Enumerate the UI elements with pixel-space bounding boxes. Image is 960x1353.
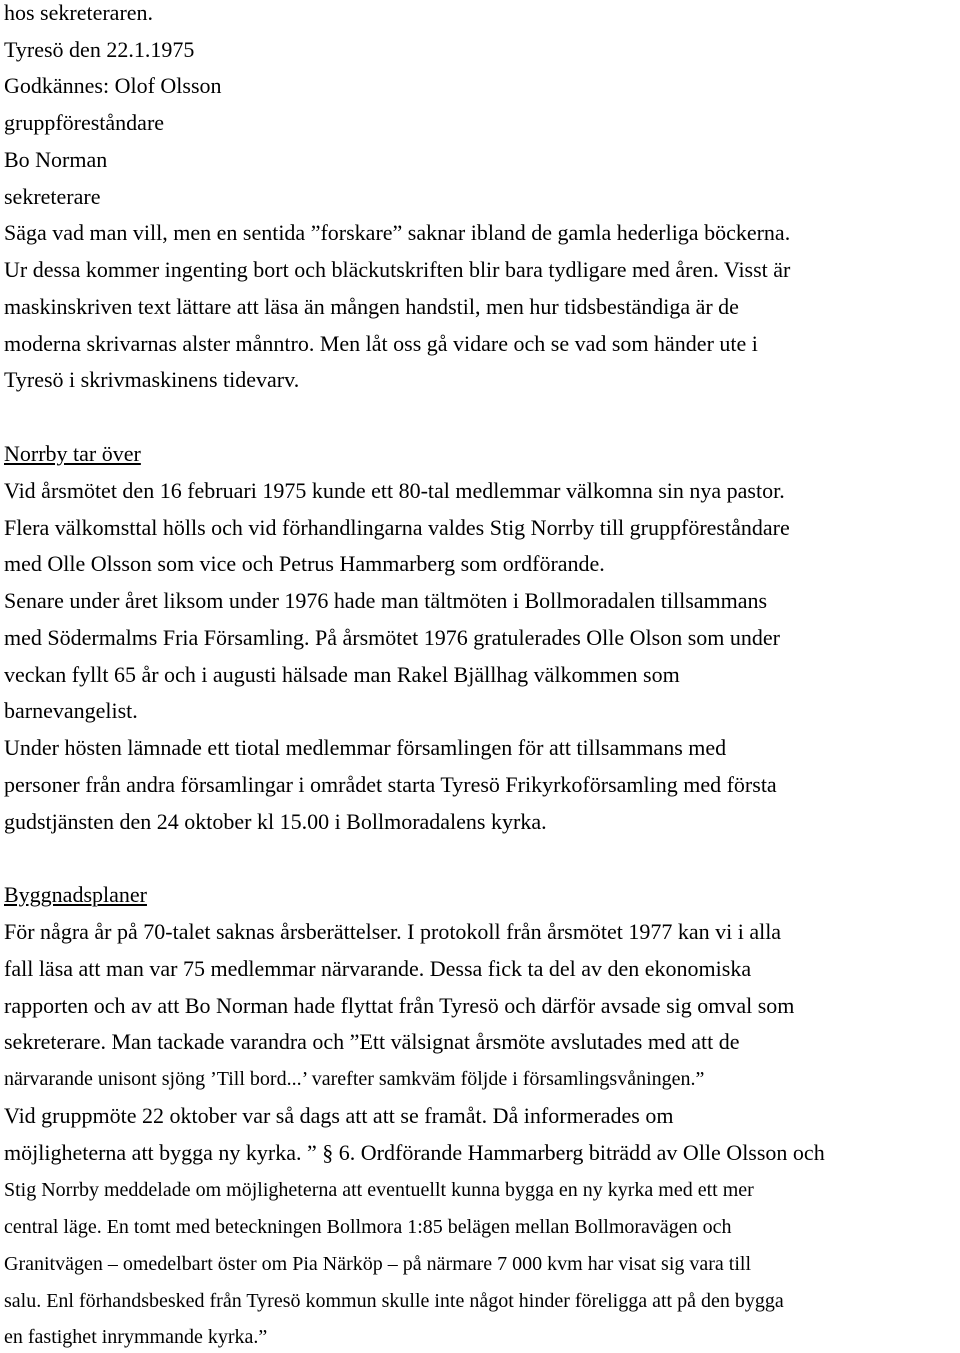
body-line: personer från andra församlingar i området starta Tyresö Frikyrkoförsamling med första bbox=[4, 772, 777, 797]
header-line: hos sekreteraren. bbox=[4, 0, 154, 25]
body-line: Under hösten lämnade ett tiotal medlemmar församlingen för att tillsammans med bbox=[4, 735, 727, 760]
header-line: gruppföreståndare bbox=[4, 110, 165, 135]
header-line: sekreterare bbox=[4, 184, 101, 209]
intro-line: moderna skrivarnas alster månntro. Men låt oss gå vidare och se vad som händer ute i bbox=[4, 331, 758, 356]
body-line: möjligheterna att bygga ny kyrka. ” § 6. Ordförande Hammarberg biträdd av Olle Olsson och bbox=[4, 1140, 825, 1165]
body-line: barnevangelist. bbox=[4, 698, 138, 723]
body-line: Stig Norrby meddelade om möjligheterna att eventuellt kunna bygga en ny kyrka med ett mer bbox=[4, 1179, 754, 1201]
body-line: Vid årsmötet den 16 februari 1975 kunde ett 80-tal medlemmar välkomna sin nya pastor. bbox=[4, 478, 785, 503]
intro-line: Tyresö i skrivmaskinens tidevarv. bbox=[4, 367, 300, 392]
intro-line: Ur dessa kommer ingenting bort och bläckutskriften blir bara tydligare med åren. Visst är bbox=[4, 257, 791, 282]
body-line: närvarande unisont sjöng ’Till bord...’ varefter samkväm följde i församlingsvåningen.” bbox=[4, 1068, 705, 1090]
body-line: rapporten och av att Bo Norman hade flyttat från Tyresö och därför avsade sig omval som bbox=[4, 993, 795, 1018]
intro-line: Säga vad man vill, men en sentida ”forskare” saknar ibland de gamla hederliga böckerna. bbox=[4, 220, 791, 245]
body-line: Vid gruppmöte 22 oktober var så dags att att se framåt. Då informerades om bbox=[4, 1103, 674, 1128]
body-line: salu. Enl förhandsbesked från Tyresö kommun skulle inte något hinder föreligga att på den bygga bbox=[4, 1290, 784, 1312]
body-line: med Södermalms Fria Församling. På årsmötet 1976 gratulerades Olle Olson som under bbox=[4, 625, 780, 650]
body-line: sekreterare. Man tackade varandra och ”Ett välsignat årsmöte avslutades med att de bbox=[4, 1029, 740, 1054]
body-line: central läge. En tomt med beteckningen Bollmora 1:85 belägen mellan Bollmoravägen och bbox=[4, 1216, 732, 1238]
intro-line: maskinskriven text lättare att läsa än mången handstil, men hur tidsbeständiga är de bbox=[4, 294, 739, 319]
section-heading-byggnadsplaner: Byggnadsplaner bbox=[4, 882, 147, 907]
body-line: Senare under året liksom under 1976 hade man tältmöten i Bollmoradalen tillsammans bbox=[4, 588, 768, 613]
header-line: Godkännes: Olof Olsson bbox=[4, 73, 222, 98]
body-line: Flera välkomsttal hölls och vid förhandlingarna valdes Stig Norrby till gruppföreståndare bbox=[4, 515, 790, 540]
body-line: en fastighet inrymmande kyrka.” bbox=[4, 1326, 268, 1348]
header-line: Tyresö den 22.1.1975 bbox=[4, 37, 195, 62]
body-line: med Olle Olsson som vice och Petrus Hammarberg som ordförande. bbox=[4, 551, 605, 576]
body-line: fall läsa att man var 75 medlemmar närvarande. Dessa fick ta del av den ekonomiska bbox=[4, 956, 752, 981]
header-line: Bo Norman bbox=[4, 147, 108, 172]
body-line: gudstjänsten den 24 oktober kl 15.00 i Bollmoradalens kyrka. bbox=[4, 809, 547, 834]
body-line: veckan fyllt 65 år och i augusti hälsade man Rakel Bjällhag välkommen som bbox=[4, 662, 680, 687]
body-line: Granitvägen – omedelbart öster om Pia Närköp – på närmare 7 000 kvm har visat sig vara till bbox=[4, 1253, 752, 1275]
section-heading-norrby: Norrby tar över bbox=[4, 441, 141, 466]
body-line: För några år på 70-talet saknas årsberättelser. I protokoll från årsmötet 1977 kan vi i alla bbox=[4, 919, 782, 944]
